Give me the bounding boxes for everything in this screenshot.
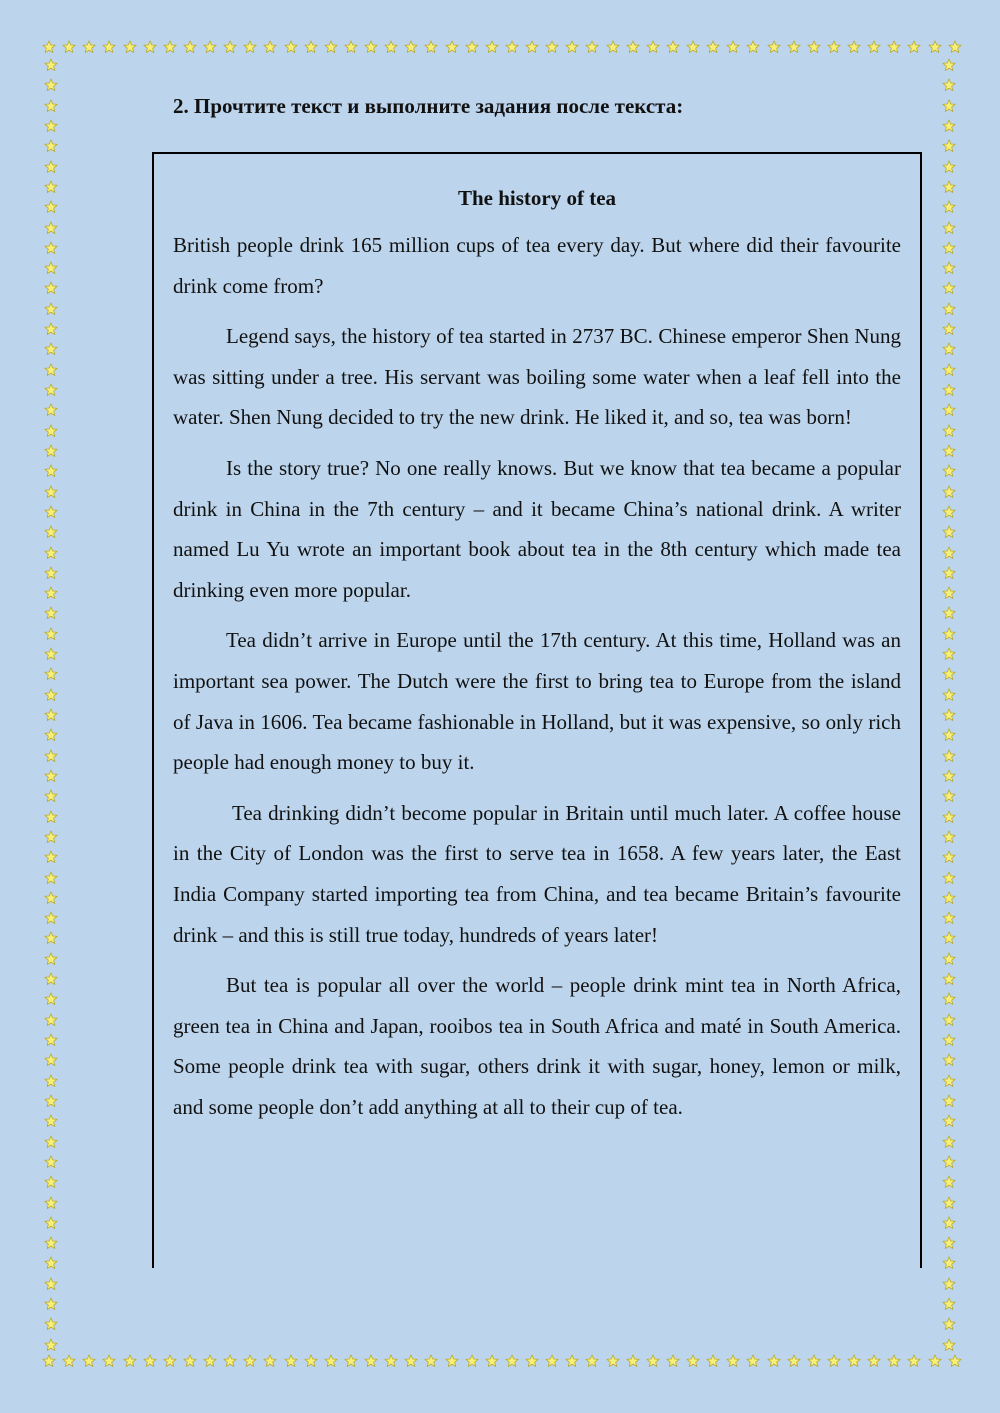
- star-icon: [44, 891, 58, 905]
- star-icon: [807, 40, 821, 54]
- star-icon: [82, 1354, 96, 1368]
- star-icon: [942, 58, 956, 72]
- star-icon: [525, 40, 539, 54]
- star-icon: [942, 1155, 956, 1169]
- task-heading: 2. Прочтите текст и выполните задания после текста:: [173, 94, 684, 118]
- star-icon: [324, 40, 338, 54]
- star-icon: [44, 444, 58, 458]
- star-icon: [44, 58, 58, 72]
- star-icon: [44, 505, 58, 519]
- star-icon: [384, 1354, 398, 1368]
- star-icon: [44, 281, 58, 295]
- star-icon: [942, 505, 956, 519]
- star-icon: [505, 1354, 519, 1368]
- star-icon: [42, 40, 56, 54]
- star-icon: [44, 485, 58, 499]
- star-icon: [44, 464, 58, 478]
- star-icon: [44, 952, 58, 966]
- star-icon: [942, 444, 956, 458]
- star-icon: [183, 1354, 197, 1368]
- star-icon: [62, 1354, 76, 1368]
- star-icon: [44, 383, 58, 397]
- star-icon: [545, 40, 559, 54]
- reading-text-box: [152, 152, 922, 1268]
- star-icon: [404, 40, 418, 54]
- star-icon: [942, 464, 956, 478]
- star-icon: [942, 99, 956, 113]
- star-icon: [263, 1354, 277, 1368]
- star-icon: [942, 830, 956, 844]
- star-icon: [942, 302, 956, 316]
- star-icon: [364, 40, 378, 54]
- star-icon: [942, 1135, 956, 1149]
- star-icon: [525, 1354, 539, 1368]
- star-icon: [942, 383, 956, 397]
- star-icon: [942, 789, 956, 803]
- star-icon: [942, 363, 956, 377]
- star-icon: [942, 180, 956, 194]
- star-icon: [44, 566, 58, 580]
- star-icon: [942, 647, 956, 661]
- star-icon: [706, 1354, 720, 1368]
- star-icon: [183, 40, 197, 54]
- star-icon: [942, 810, 956, 824]
- star-icon: [404, 1354, 418, 1368]
- star-icon: [163, 1354, 177, 1368]
- star-icon: [44, 99, 58, 113]
- star-icon: [942, 221, 956, 235]
- star-icon: [42, 1354, 56, 1368]
- star-icon: [44, 241, 58, 255]
- star-icon: [44, 1216, 58, 1230]
- star-icon: [44, 931, 58, 945]
- star-icon: [44, 1297, 58, 1311]
- star-icon: [44, 1155, 58, 1169]
- star-icon: [706, 40, 720, 54]
- star-icon: [942, 606, 956, 620]
- star-icon: [827, 1354, 841, 1368]
- star-icon: [942, 1256, 956, 1270]
- star-icon: [942, 850, 956, 864]
- star-icon: [867, 1354, 881, 1368]
- star-icon: [942, 160, 956, 174]
- star-icon: [44, 749, 58, 763]
- star-icon: [44, 546, 58, 560]
- star-icon: [44, 911, 58, 925]
- star-icon: [44, 606, 58, 620]
- star-icon: [44, 1256, 58, 1270]
- star-icon: [942, 871, 956, 885]
- star-icon: [585, 1354, 599, 1368]
- star-icon: [44, 424, 58, 438]
- star-icon: [44, 1094, 58, 1108]
- star-icon: [942, 1216, 956, 1230]
- star-icon: [686, 1354, 700, 1368]
- star-icon: [384, 40, 398, 54]
- star-border-right: [940, 58, 958, 1352]
- star-icon: [424, 40, 438, 54]
- star-icon: [284, 1354, 298, 1368]
- star-icon: [942, 78, 956, 92]
- star-icon: [942, 972, 956, 986]
- star-icon: [44, 525, 58, 539]
- star-icon: [44, 1114, 58, 1128]
- star-icon: [942, 241, 956, 255]
- star-icon: [44, 1053, 58, 1067]
- star-icon: [44, 830, 58, 844]
- star-icon: [942, 424, 956, 438]
- star-icon: [243, 40, 257, 54]
- star-icon: [746, 1354, 760, 1368]
- star-icon: [726, 1354, 740, 1368]
- article-paragraph-6: But tea is popular all over the world – people drink mint tea in North Africa, green tea in China and Japan, rooibos tea in South Africa and maté in South America. Some people drink tea with sugar, others drink it with sugar, honey, lemon or milk, and some people don’t add anything at all to their cup of tea.: [173, 973, 901, 1119]
- star-icon: [304, 1354, 318, 1368]
- star-icon: [465, 40, 479, 54]
- star-icon: [942, 627, 956, 641]
- star-icon: [485, 1354, 499, 1368]
- star-icon: [928, 1354, 942, 1368]
- star-icon: [424, 1354, 438, 1368]
- star-icon: [445, 1354, 459, 1368]
- star-icon: [203, 1354, 217, 1368]
- star-icon: [44, 1175, 58, 1189]
- star-icon: [887, 1354, 901, 1368]
- star-border-left: [42, 58, 60, 1352]
- star-icon: [44, 627, 58, 641]
- star-icon: [324, 1354, 338, 1368]
- star-icon: [942, 708, 956, 722]
- star-icon: [942, 1236, 956, 1250]
- star-icon: [942, 281, 956, 295]
- star-icon: [942, 952, 956, 966]
- star-icon: [44, 769, 58, 783]
- star-icon: [44, 261, 58, 275]
- star-icon: [223, 40, 237, 54]
- star-icon: [163, 40, 177, 54]
- star-icon: [948, 1354, 962, 1368]
- star-icon: [942, 403, 956, 417]
- star-icon: [942, 485, 956, 499]
- star-icon: [942, 1094, 956, 1108]
- star-icon: [847, 1354, 861, 1368]
- star-icon: [787, 1354, 801, 1368]
- star-icon: [44, 1317, 58, 1331]
- star-icon: [942, 688, 956, 702]
- star-icon: [44, 1074, 58, 1088]
- star-icon: [847, 40, 861, 54]
- star-icon: [44, 180, 58, 194]
- star-icon: [887, 40, 901, 54]
- star-icon: [942, 139, 956, 153]
- star-icon: [445, 40, 459, 54]
- star-icon: [565, 40, 579, 54]
- star-icon: [123, 40, 137, 54]
- star-icon: [942, 342, 956, 356]
- star-icon: [787, 40, 801, 54]
- star-icon: [44, 403, 58, 417]
- star-icon: [44, 850, 58, 864]
- star-icon: [44, 1013, 58, 1027]
- star-icon: [44, 322, 58, 336]
- star-icon: [304, 40, 318, 54]
- star-icon: [44, 992, 58, 1006]
- star-icon: [646, 40, 660, 54]
- star-icon: [942, 1196, 956, 1210]
- star-icon: [243, 1354, 257, 1368]
- star-icon: [44, 302, 58, 316]
- star-icon: [942, 769, 956, 783]
- star-icon: [942, 566, 956, 580]
- star-icon: [942, 1053, 956, 1067]
- article-paragraph-3: Is the story true? No one really knows. But we know that tea became a popular drink in China in the 7th century – and it became China’s national drink. A writer named Lu Yu wrote an important book about tea in the 8th century which made tea drinking even more popular.: [173, 455, 901, 602]
- star-icon: [44, 688, 58, 702]
- star-icon: [545, 1354, 559, 1368]
- star-icon: [827, 40, 841, 54]
- star-icon: [44, 1135, 58, 1149]
- star-icon: [942, 911, 956, 925]
- star-icon: [44, 708, 58, 722]
- star-icon: [907, 1354, 921, 1368]
- star-icon: [44, 586, 58, 600]
- star-icon: [44, 160, 58, 174]
- star-icon: [44, 200, 58, 214]
- article-paragraph-2: Legend says, the history of tea started in 2737 BC. Chinese emperor Shen Nung was sitting under a tree. His servant was boiling some water when a leaf fell into the water. Shen Nung decided to try the new drink. He liked it, and so, tea was born!: [173, 324, 901, 430]
- star-icon: [626, 40, 640, 54]
- article-paragraph-5: Tea drinking didn’t become popular in Britain until much later. A coffee house in the City of London was the first to serve tea in 1658. A few years later, the East India Company started importing tea from China, and tea became Britain’s favourite drink – and this is still true today, hundreds of years later!: [173, 800, 901, 947]
- star-icon: [942, 119, 956, 133]
- star-icon: [942, 1074, 956, 1088]
- star-icon: [666, 1354, 680, 1368]
- star-icon: [44, 221, 58, 235]
- star-icon: [942, 546, 956, 560]
- star-icon: [143, 1354, 157, 1368]
- star-icon: [942, 992, 956, 1006]
- star-icon: [928, 40, 942, 54]
- star-icon: [44, 1236, 58, 1250]
- star-icon: [485, 40, 499, 54]
- star-icon: [942, 1033, 956, 1047]
- article-paragraph-4: Tea didn’t arrive in Europe until the 17th century. At this time, Holland was an important sea power. The Dutch were the first to bring tea to Europe from the island of Java in 1606. Tea became fashionable in Holland, but it was expensive, so only rich people had enough money to buy it.: [173, 628, 901, 775]
- star-icon: [123, 1354, 137, 1368]
- star-icon: [44, 342, 58, 356]
- star-icon: [942, 667, 956, 681]
- star-icon: [726, 40, 740, 54]
- star-icon: [626, 1354, 640, 1368]
- star-icon: [44, 78, 58, 92]
- star-icon: [948, 40, 962, 54]
- star-icon: [942, 1317, 956, 1331]
- star-icon: [942, 586, 956, 600]
- star-icon: [867, 40, 881, 54]
- star-icon: [686, 40, 700, 54]
- star-icon: [284, 40, 298, 54]
- star-icon: [82, 40, 96, 54]
- star-icon: [907, 40, 921, 54]
- star-icon: [942, 1114, 956, 1128]
- star-icon: [767, 1354, 781, 1368]
- star-icon: [465, 1354, 479, 1368]
- star-icon: [223, 1354, 237, 1368]
- star-icon: [942, 1277, 956, 1291]
- star-icon: [942, 1175, 956, 1189]
- star-icon: [44, 647, 58, 661]
- star-icon: [44, 139, 58, 153]
- star-icon: [44, 871, 58, 885]
- star-icon: [344, 1354, 358, 1368]
- star-icon: [942, 891, 956, 905]
- star-icon: [44, 667, 58, 681]
- star-icon: [44, 1033, 58, 1047]
- star-icon: [44, 972, 58, 986]
- star-icon: [44, 1277, 58, 1291]
- star-border-bottom: [42, 1352, 962, 1370]
- star-icon: [942, 1013, 956, 1027]
- star-icon: [364, 1354, 378, 1368]
- star-icon: [666, 40, 680, 54]
- star-icon: [102, 1354, 116, 1368]
- star-icon: [746, 40, 760, 54]
- star-icon: [44, 810, 58, 824]
- star-icon: [646, 1354, 660, 1368]
- star-border-top: [42, 38, 962, 56]
- star-icon: [44, 363, 58, 377]
- star-icon: [143, 40, 157, 54]
- star-icon: [263, 40, 277, 54]
- star-icon: [44, 1338, 58, 1352]
- star-icon: [942, 1338, 956, 1352]
- star-icon: [942, 200, 956, 214]
- star-icon: [942, 749, 956, 763]
- article-title: The history of tea: [457, 186, 617, 210]
- star-icon: [942, 322, 956, 336]
- star-icon: [505, 40, 519, 54]
- star-icon: [942, 261, 956, 275]
- star-icon: [585, 40, 599, 54]
- star-icon: [942, 1297, 956, 1311]
- star-icon: [203, 40, 217, 54]
- star-icon: [44, 789, 58, 803]
- star-icon: [942, 931, 956, 945]
- star-icon: [767, 40, 781, 54]
- article-paragraph-1: British people drink 165 million cups of tea every day. But where did their favourite drink come from?: [173, 233, 901, 298]
- star-icon: [44, 728, 58, 742]
- star-icon: [102, 40, 116, 54]
- star-icon: [344, 40, 358, 54]
- star-icon: [807, 1354, 821, 1368]
- star-icon: [942, 525, 956, 539]
- star-icon: [606, 1354, 620, 1368]
- star-icon: [942, 728, 956, 742]
- star-icon: [565, 1354, 579, 1368]
- star-icon: [62, 40, 76, 54]
- star-icon: [44, 119, 58, 133]
- star-icon: [606, 40, 620, 54]
- star-icon: [44, 1196, 58, 1210]
